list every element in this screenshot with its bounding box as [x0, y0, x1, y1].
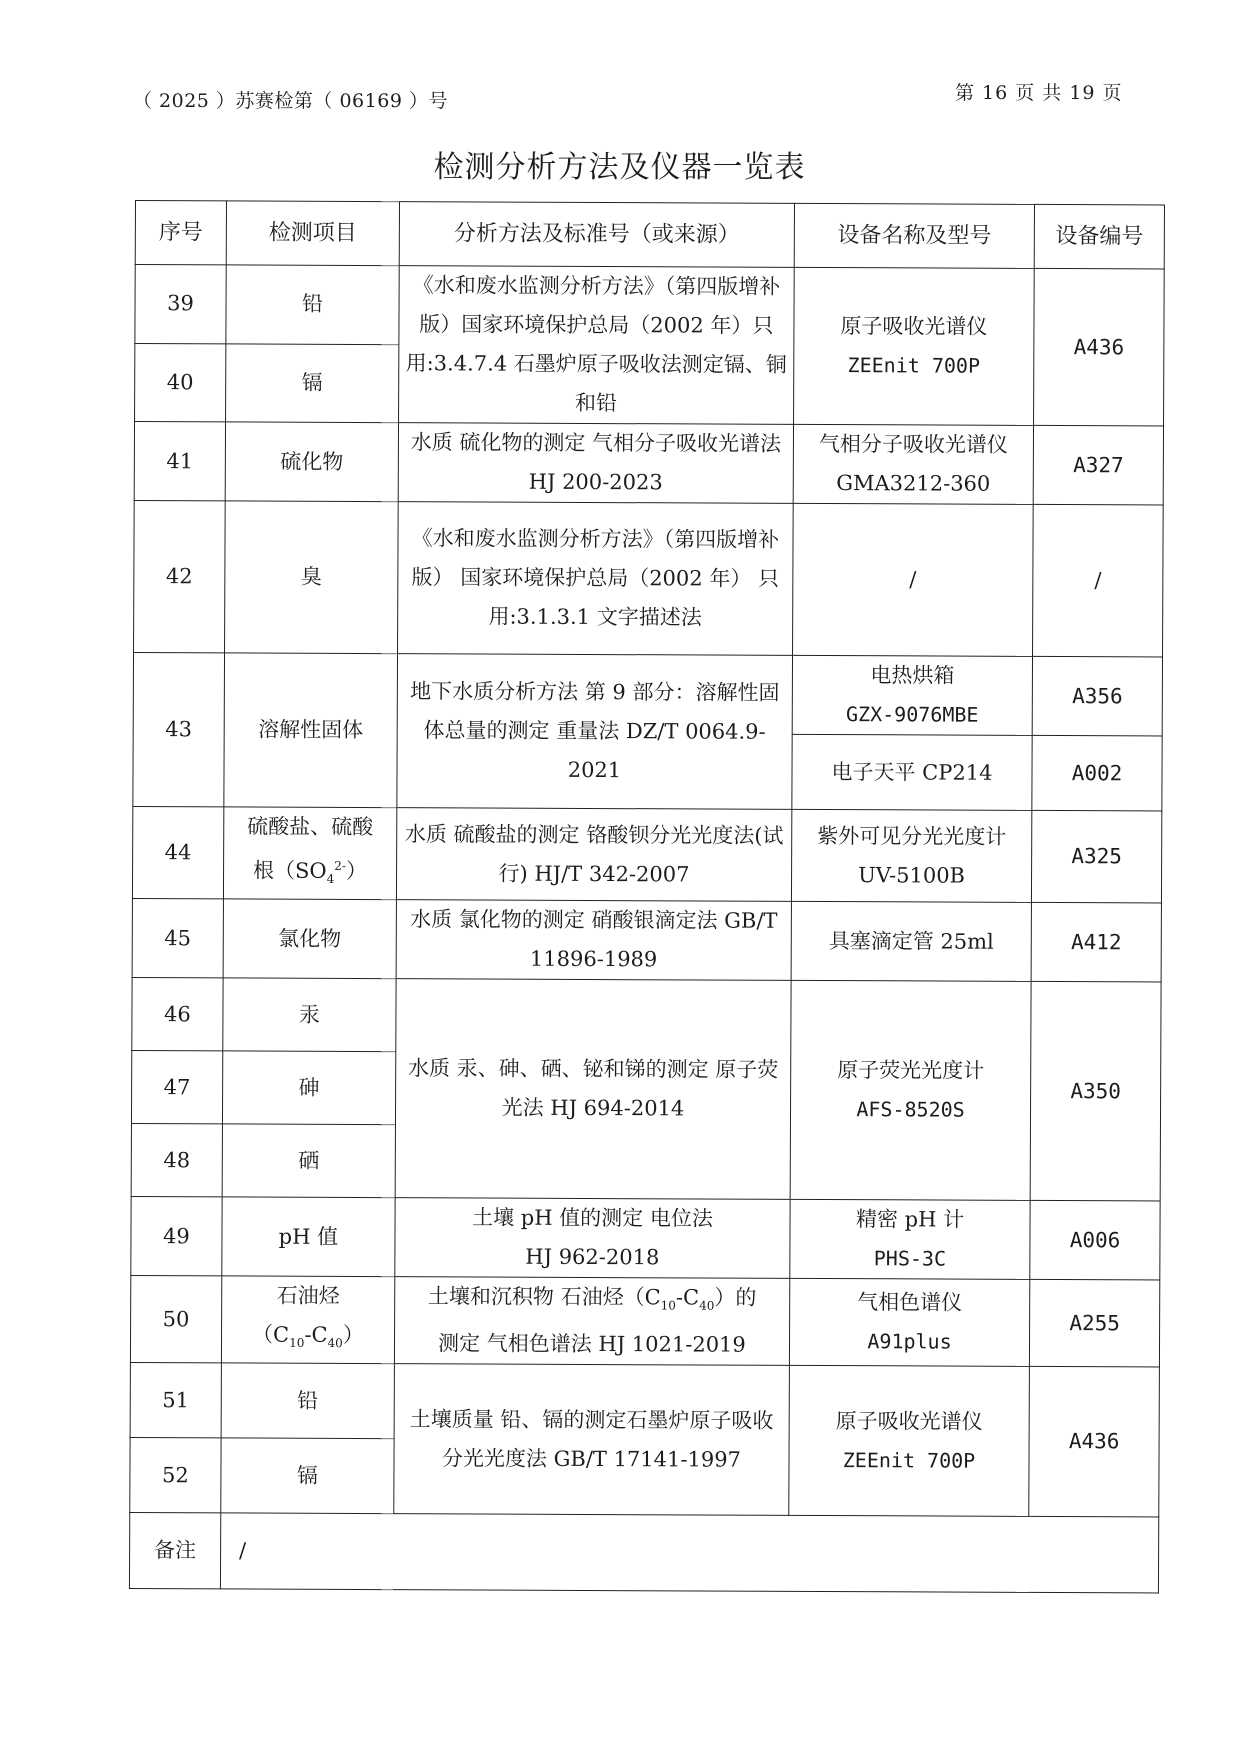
row-item: [221, 1276, 394, 1364]
row-no: 48: [131, 1124, 222, 1197]
method-line-2: HJ 962-2018: [525, 1244, 660, 1270]
column-header-method: 分析方法及标准号（或来源）: [399, 202, 794, 268]
row-no: 50: [130, 1276, 221, 1364]
page-title: 检测分析方法及仪器一览表: [433, 150, 806, 185]
row-no: 41: [134, 422, 225, 501]
row-device: 气相分子吸收光谱仪 GMA3212-360: [793, 424, 1034, 504]
row-device-id: A325: [1032, 810, 1162, 903]
row-device-id: A006: [1030, 1201, 1160, 1281]
method-line-2: 测定 气相色谱法 HJ 1021-2019: [438, 1331, 746, 1358]
row-no: 45: [132, 899, 223, 978]
row-no: 39: [135, 265, 226, 344]
row-device-id: A255: [1030, 1280, 1160, 1368]
row-no: 52: [130, 1438, 221, 1513]
device-name: 原子荧光光度计: [837, 1058, 985, 1083]
row-device: [789, 1279, 1030, 1367]
table-row: [132, 899, 1161, 982]
row-item: 溶解性固体: [224, 653, 398, 808]
column-header-device-id: 设备编号: [1034, 204, 1164, 269]
device-model: PHS-3C: [873, 1246, 947, 1271]
row-item: 砷: [222, 1051, 395, 1125]
row-item: pH 值: [222, 1197, 395, 1277]
column-header-no: 序号: [135, 201, 226, 265]
table-row: [134, 422, 1163, 505]
device-name: 原子吸收光谱仪: [840, 314, 988, 339]
row-method: 地下水质分析方法 第 9 部分：溶解性固体总量的测定 重量法 DZ/T 0064.9-2021: [397, 654, 793, 810]
page-info: 第 16 页 共 19 页: [955, 82, 1123, 104]
report-number: （ 2025 ）苏赛检第（ 06169 ）号: [133, 90, 448, 112]
column-header-device: 设备名称及型号: [794, 203, 1034, 268]
row-device: [793, 267, 1034, 425]
remark-row: [129, 1513, 1158, 1593]
row-method: 水质 氯化物的测定 硝酸银滴定法 GB/T 11896-1989: [396, 900, 791, 981]
row-device-id: A412: [1031, 903, 1161, 983]
row-device-id: A350: [1030, 982, 1161, 1202]
table-row: [133, 652, 1162, 735]
row-device-id: A327: [1033, 425, 1163, 505]
table-row: [131, 1197, 1160, 1280]
device-model: A91plus: [867, 1329, 952, 1354]
row-method: 水质 汞、砷、硒、铋和锑的测定 原子荧光法 HJ 694-2014: [395, 979, 791, 1200]
row-no: 49: [131, 1197, 222, 1276]
item-line-2: 根$(SO_4^{2-})$: [252, 858, 368, 887]
device-name: 气相色谱仪: [857, 1290, 963, 1315]
row-no: 46: [132, 978, 223, 1051]
table-row: [135, 265, 1164, 348]
row-no: 43: [133, 652, 225, 806]
row-item: 镉: [225, 343, 398, 422]
row-item: 氯化物: [223, 899, 396, 979]
method-instrument-table: [129, 200, 1165, 1594]
device-model: ZEEnit 700P: [847, 353, 981, 378]
row-item: [223, 807, 397, 900]
row-item: 铅: [226, 265, 399, 344]
table-row: [130, 1363, 1159, 1442]
row-device: /: [792, 503, 1033, 656]
row-device: [790, 1200, 1031, 1280]
table-row: [132, 978, 1161, 1055]
table-row: [132, 806, 1161, 903]
table-row: [134, 500, 1164, 656]
device-name: 精密 pH 计: [855, 1207, 965, 1232]
row-item: 硒: [222, 1124, 395, 1198]
row-item: 臭: [224, 501, 398, 654]
method-line-1: 土壤和沉积物 石油烃$(C_{10}-C_{40})$的: [427, 1284, 757, 1313]
row-no: 44: [132, 806, 223, 899]
item-line-1: 硫酸盐、硫酸: [247, 814, 374, 840]
device-model: GZX-9076MBE: [845, 702, 979, 727]
row-no: 47: [131, 1051, 222, 1124]
row-device: 具塞滴定管 25ml: [791, 902, 1032, 982]
device-name: 电热烘箱: [870, 663, 955, 688]
row-no: 51: [130, 1363, 221, 1438]
row-no: 42: [134, 500, 226, 652]
row-method: 水质 硫化物的测定 气相分子吸收光谱法 HJ 200-2023: [398, 423, 793, 504]
row-item: 硫化物: [225, 422, 398, 502]
row-item: 镉: [221, 1438, 394, 1514]
table-header-row: [135, 201, 1164, 269]
device-model: AFS-8520S: [856, 1097, 965, 1122]
row-device-id: A002: [1032, 735, 1162, 811]
row-device-id: A436: [1029, 1367, 1160, 1518]
row-device-id: A436: [1034, 268, 1165, 426]
item-line-1: 石油烃: [276, 1283, 340, 1309]
row-item: 铅: [221, 1363, 394, 1439]
device-model: ZEEnit 700P: [842, 1447, 976, 1473]
row-method: 《水和废水监测分析方法》（第四版增补版） 国家环境保护总局（2002 年） 只用:3.1.3.1 文字描述法: [398, 502, 794, 656]
row-method: 土壤质量 铅、镉的测定石墨炉原子吸收分光光度法 GB/T 17141-1997: [394, 1364, 790, 1516]
row-item: 汞: [223, 978, 396, 1052]
method-line-1: 土壤 pH 值的测定 电位法: [472, 1205, 713, 1231]
row-device: [790, 981, 1031, 1201]
row-method: [395, 1198, 790, 1279]
row-device-id: /: [1033, 504, 1164, 657]
row-method: 水质 硫酸盐的测定 铬酸钡分光光度法(试行) HJ/T 342-2007: [396, 808, 791, 902]
row-method: [394, 1277, 789, 1366]
row-device: 电子天平 CP214: [792, 734, 1033, 810]
row-no: 40: [135, 343, 226, 422]
row-device: [792, 655, 1033, 735]
row-device: [789, 1366, 1030, 1517]
row-device: 紫外可见分光光度计 UV-5100B: [791, 809, 1032, 902]
table-row: [130, 1276, 1159, 1368]
row-method: 《水和废水监测分析方法》（第四版增补版）国家环境保护总局（2002 年）只用:3.4.7.4 石墨炉原子吸收法测定镉、铜和铅: [399, 266, 795, 425]
column-header-item: 检测项目: [226, 201, 399, 266]
item-line-2: $(C_{10}-C_{40})$: [252, 1322, 364, 1351]
remark-value: /: [220, 1513, 1158, 1593]
device-name: 原子吸收光谱仪: [835, 1408, 983, 1434]
row-device-id: A356: [1032, 656, 1162, 736]
remark-label: 备注: [129, 1513, 220, 1589]
